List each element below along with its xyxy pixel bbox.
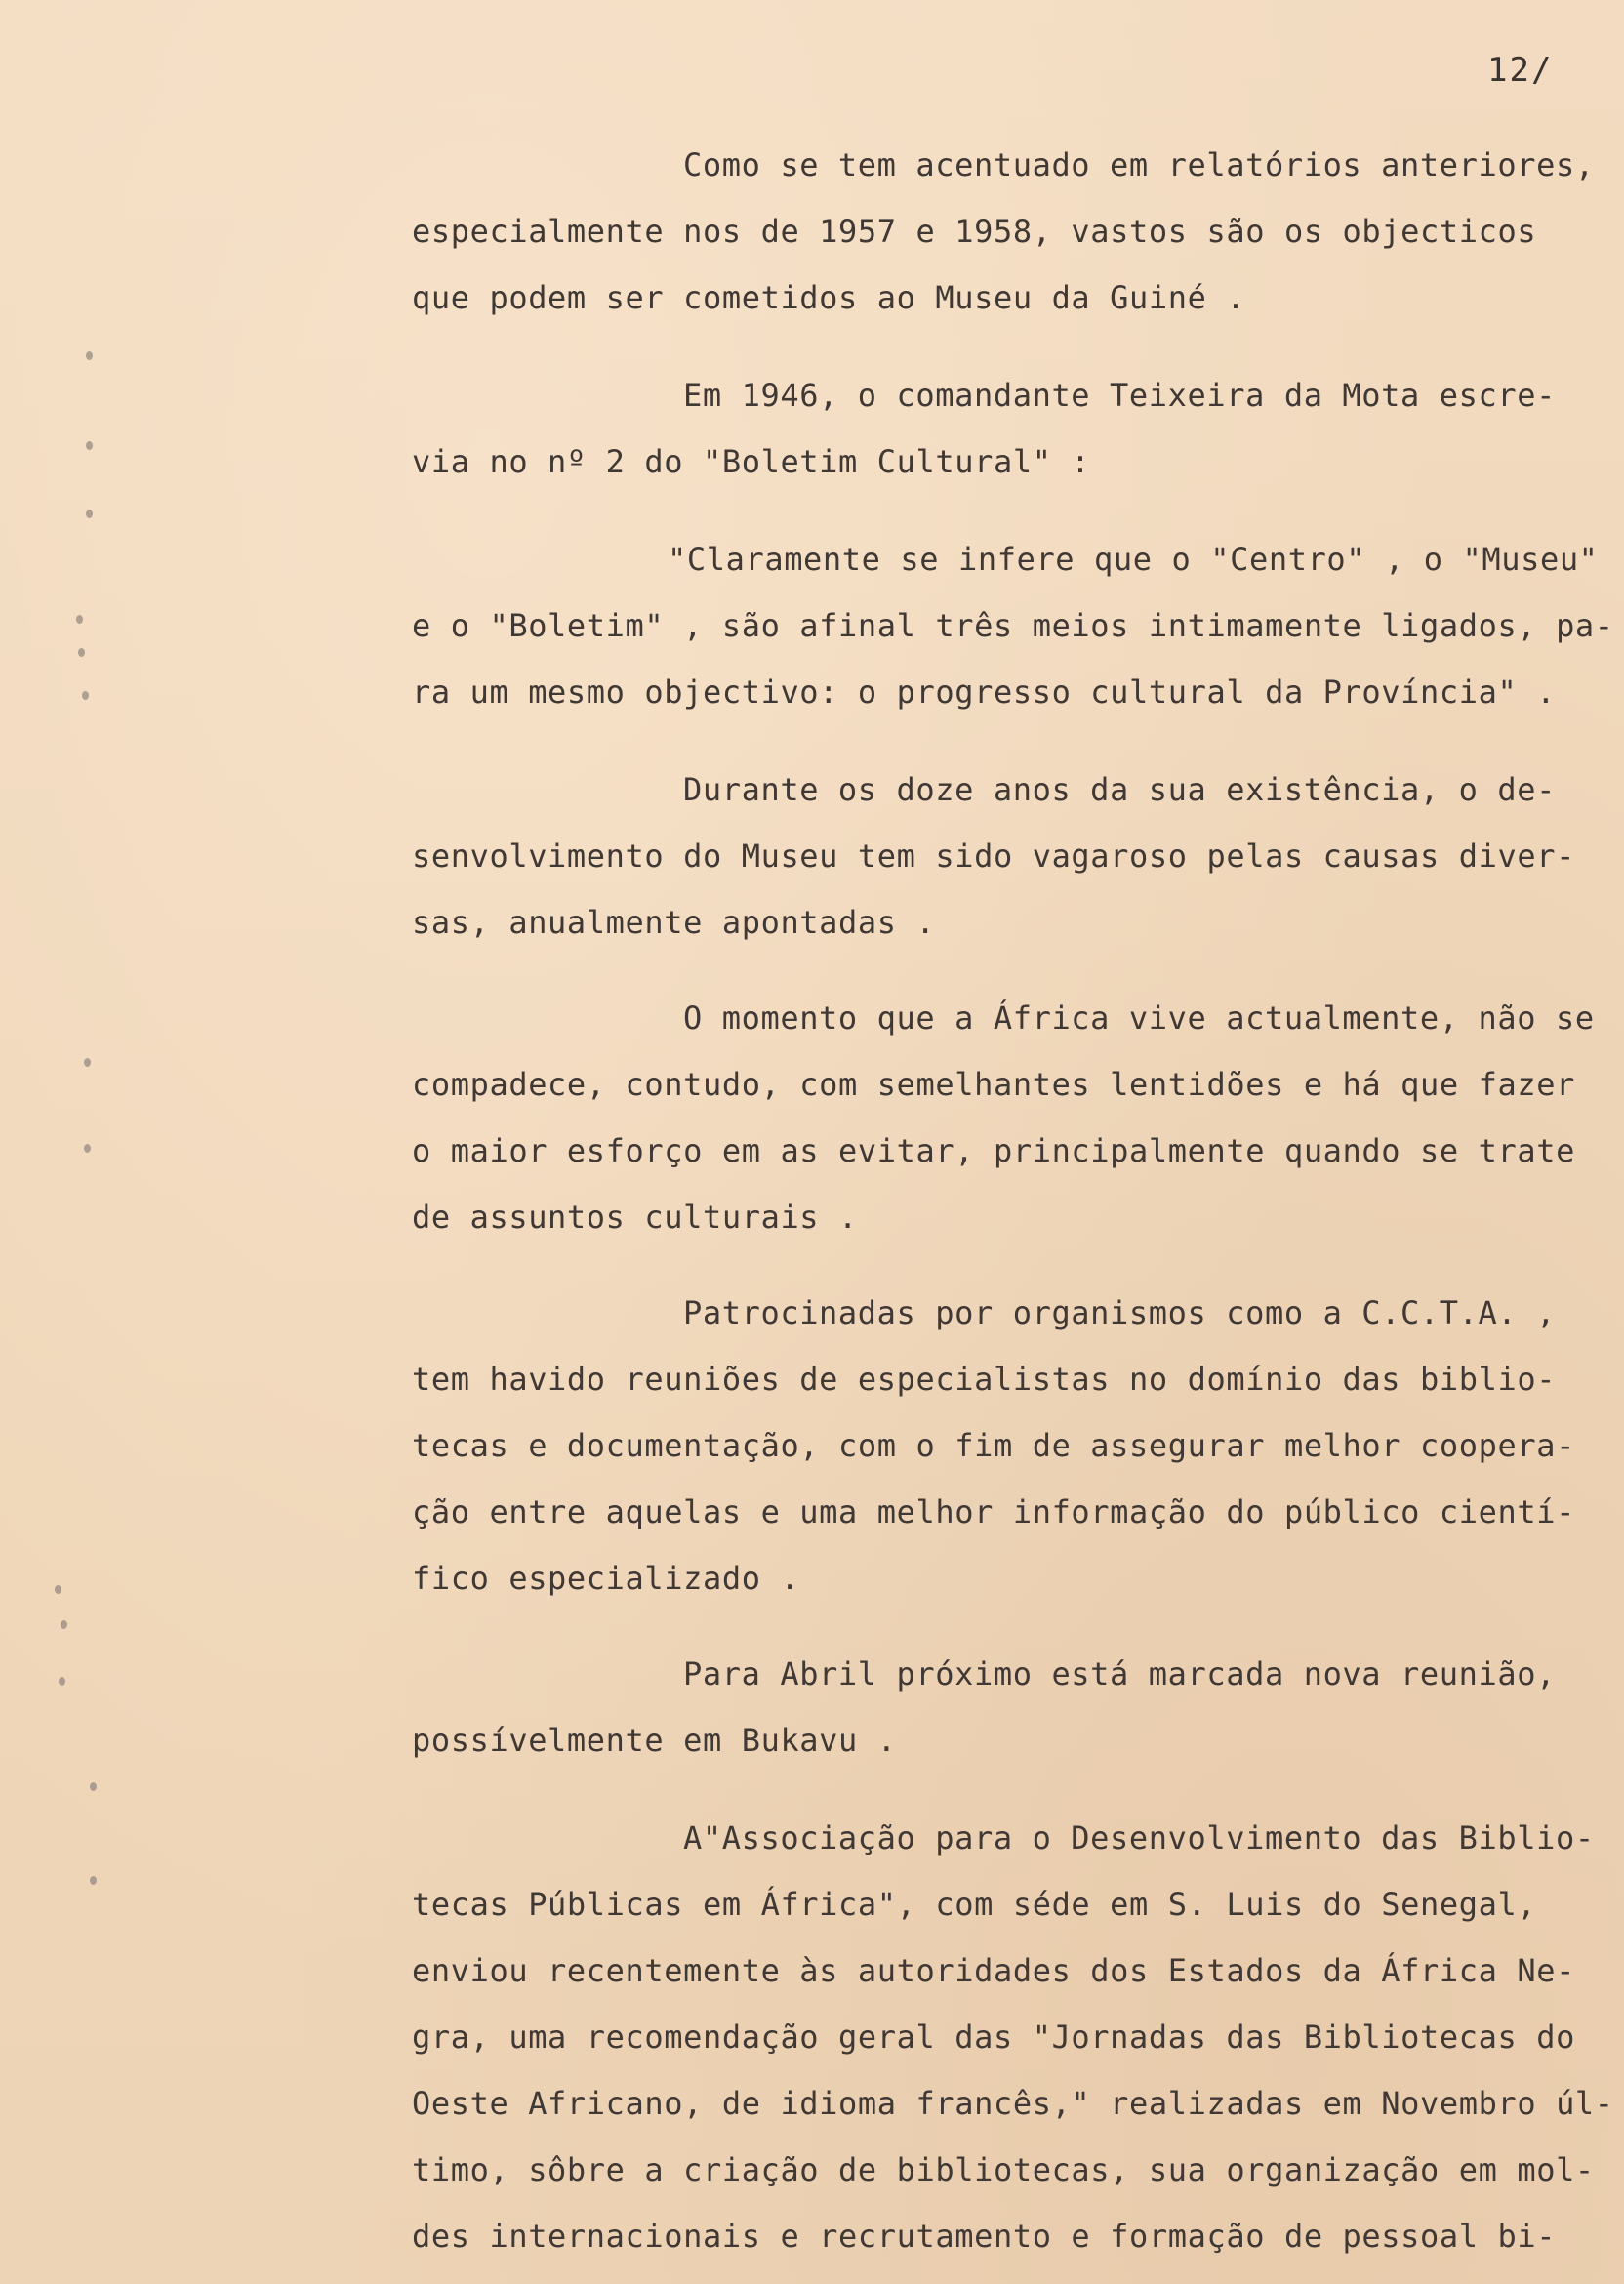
text-line: Como se tem acentuado em relatórios anteriores,: [683, 146, 1595, 184]
text-line: via no nº 2 do "Boletim Cultural" :: [412, 443, 1091, 480]
margin-speck: [76, 615, 83, 624]
text-line: sas, anualmente apontadas .: [412, 904, 936, 941]
margin-speck: [84, 1144, 91, 1153]
text-line: possívelmente em Bukavu .: [412, 1722, 897, 1759]
margin-speck: [86, 441, 93, 450]
margin-speck: [90, 1876, 97, 1885]
text-line: Para Abril próximo está marcada nova reunião,: [683, 1655, 1556, 1693]
text-line: Em 1946, o comandante Teixeira da Mota escre-: [683, 377, 1556, 414]
margin-speck: [84, 1058, 91, 1067]
text-line: Patrocinadas por organismos como a C.C.T.A. ,: [683, 1294, 1556, 1331]
margin-speck: [55, 1585, 61, 1594]
text-line: especialmente nos de 1957 e 1958, vastos são os objecticos: [412, 213, 1537, 250]
margin-speck: [82, 691, 89, 700]
text-line: senvolvimento do Museu tem sido vagaroso pelas causas diver-: [412, 837, 1575, 875]
margin-speck: [86, 510, 93, 518]
text-line: Oeste Africano, de idioma francês," realizadas em Novembro úl-: [412, 2085, 1614, 2122]
text-line: ra um mesmo objectivo: o progresso cultural da Província" .: [412, 673, 1557, 711]
text-line: que podem ser cometidos ao Museu da Guiné .: [412, 279, 1246, 316]
text-line: tecas Públicas em África", com séde em S. Luis do Senegal,: [412, 1886, 1537, 1923]
text-line: O momento que a África vive actualmente, não se: [683, 999, 1595, 1037]
text-line: tecas e documentação, com o fim de assegurar melhor coopera-: [412, 1427, 1575, 1464]
page-number: 12/: [1487, 51, 1554, 90]
text-line: Durante os doze anos da sua existência, o de-: [683, 771, 1556, 808]
text-line: des internacionais e recrutamento e formação de pessoal bi-: [412, 2218, 1557, 2255]
margin-speck: [61, 1620, 67, 1629]
margin-speck: [90, 1782, 97, 1791]
text-line: timo, sôbre a criação de bibliotecas, sua organização em mol-: [412, 2151, 1595, 2188]
margin-speck: [59, 1677, 65, 1686]
margin-speck: [86, 351, 93, 360]
text-line: compadece, contudo, com semelhantes lentidões e há que fazer: [412, 1066, 1575, 1103]
margin-speck: [78, 648, 85, 657]
text-line: gra, uma recomendação geral das "Jornadas das Bibliotecas do: [412, 2019, 1575, 2056]
text-line: ção entre aquelas e uma melhor informação do público cientí-: [412, 1493, 1575, 1530]
text-line: fico especializado .: [412, 1560, 800, 1597]
text-line: "Claramente se infere que o "Centro" , o "Museu": [668, 541, 1599, 578]
text-line: A"Associação para o Desenvolvimento das Biblio-: [683, 1819, 1595, 1856]
text-line: o maior esforço em as evitar, principalmente quando se trate: [412, 1132, 1575, 1169]
text-line: enviou recentemente às autoridades dos Estados da África Ne-: [412, 1952, 1575, 1989]
text-line: de assuntos culturais .: [412, 1199, 858, 1236]
text-line: e o "Boletim" , são afinal três meios intimamente ligados, pa-: [412, 607, 1614, 644]
text-line: tem havido reuniões de especialistas no domínio das biblio-: [412, 1361, 1557, 1398]
